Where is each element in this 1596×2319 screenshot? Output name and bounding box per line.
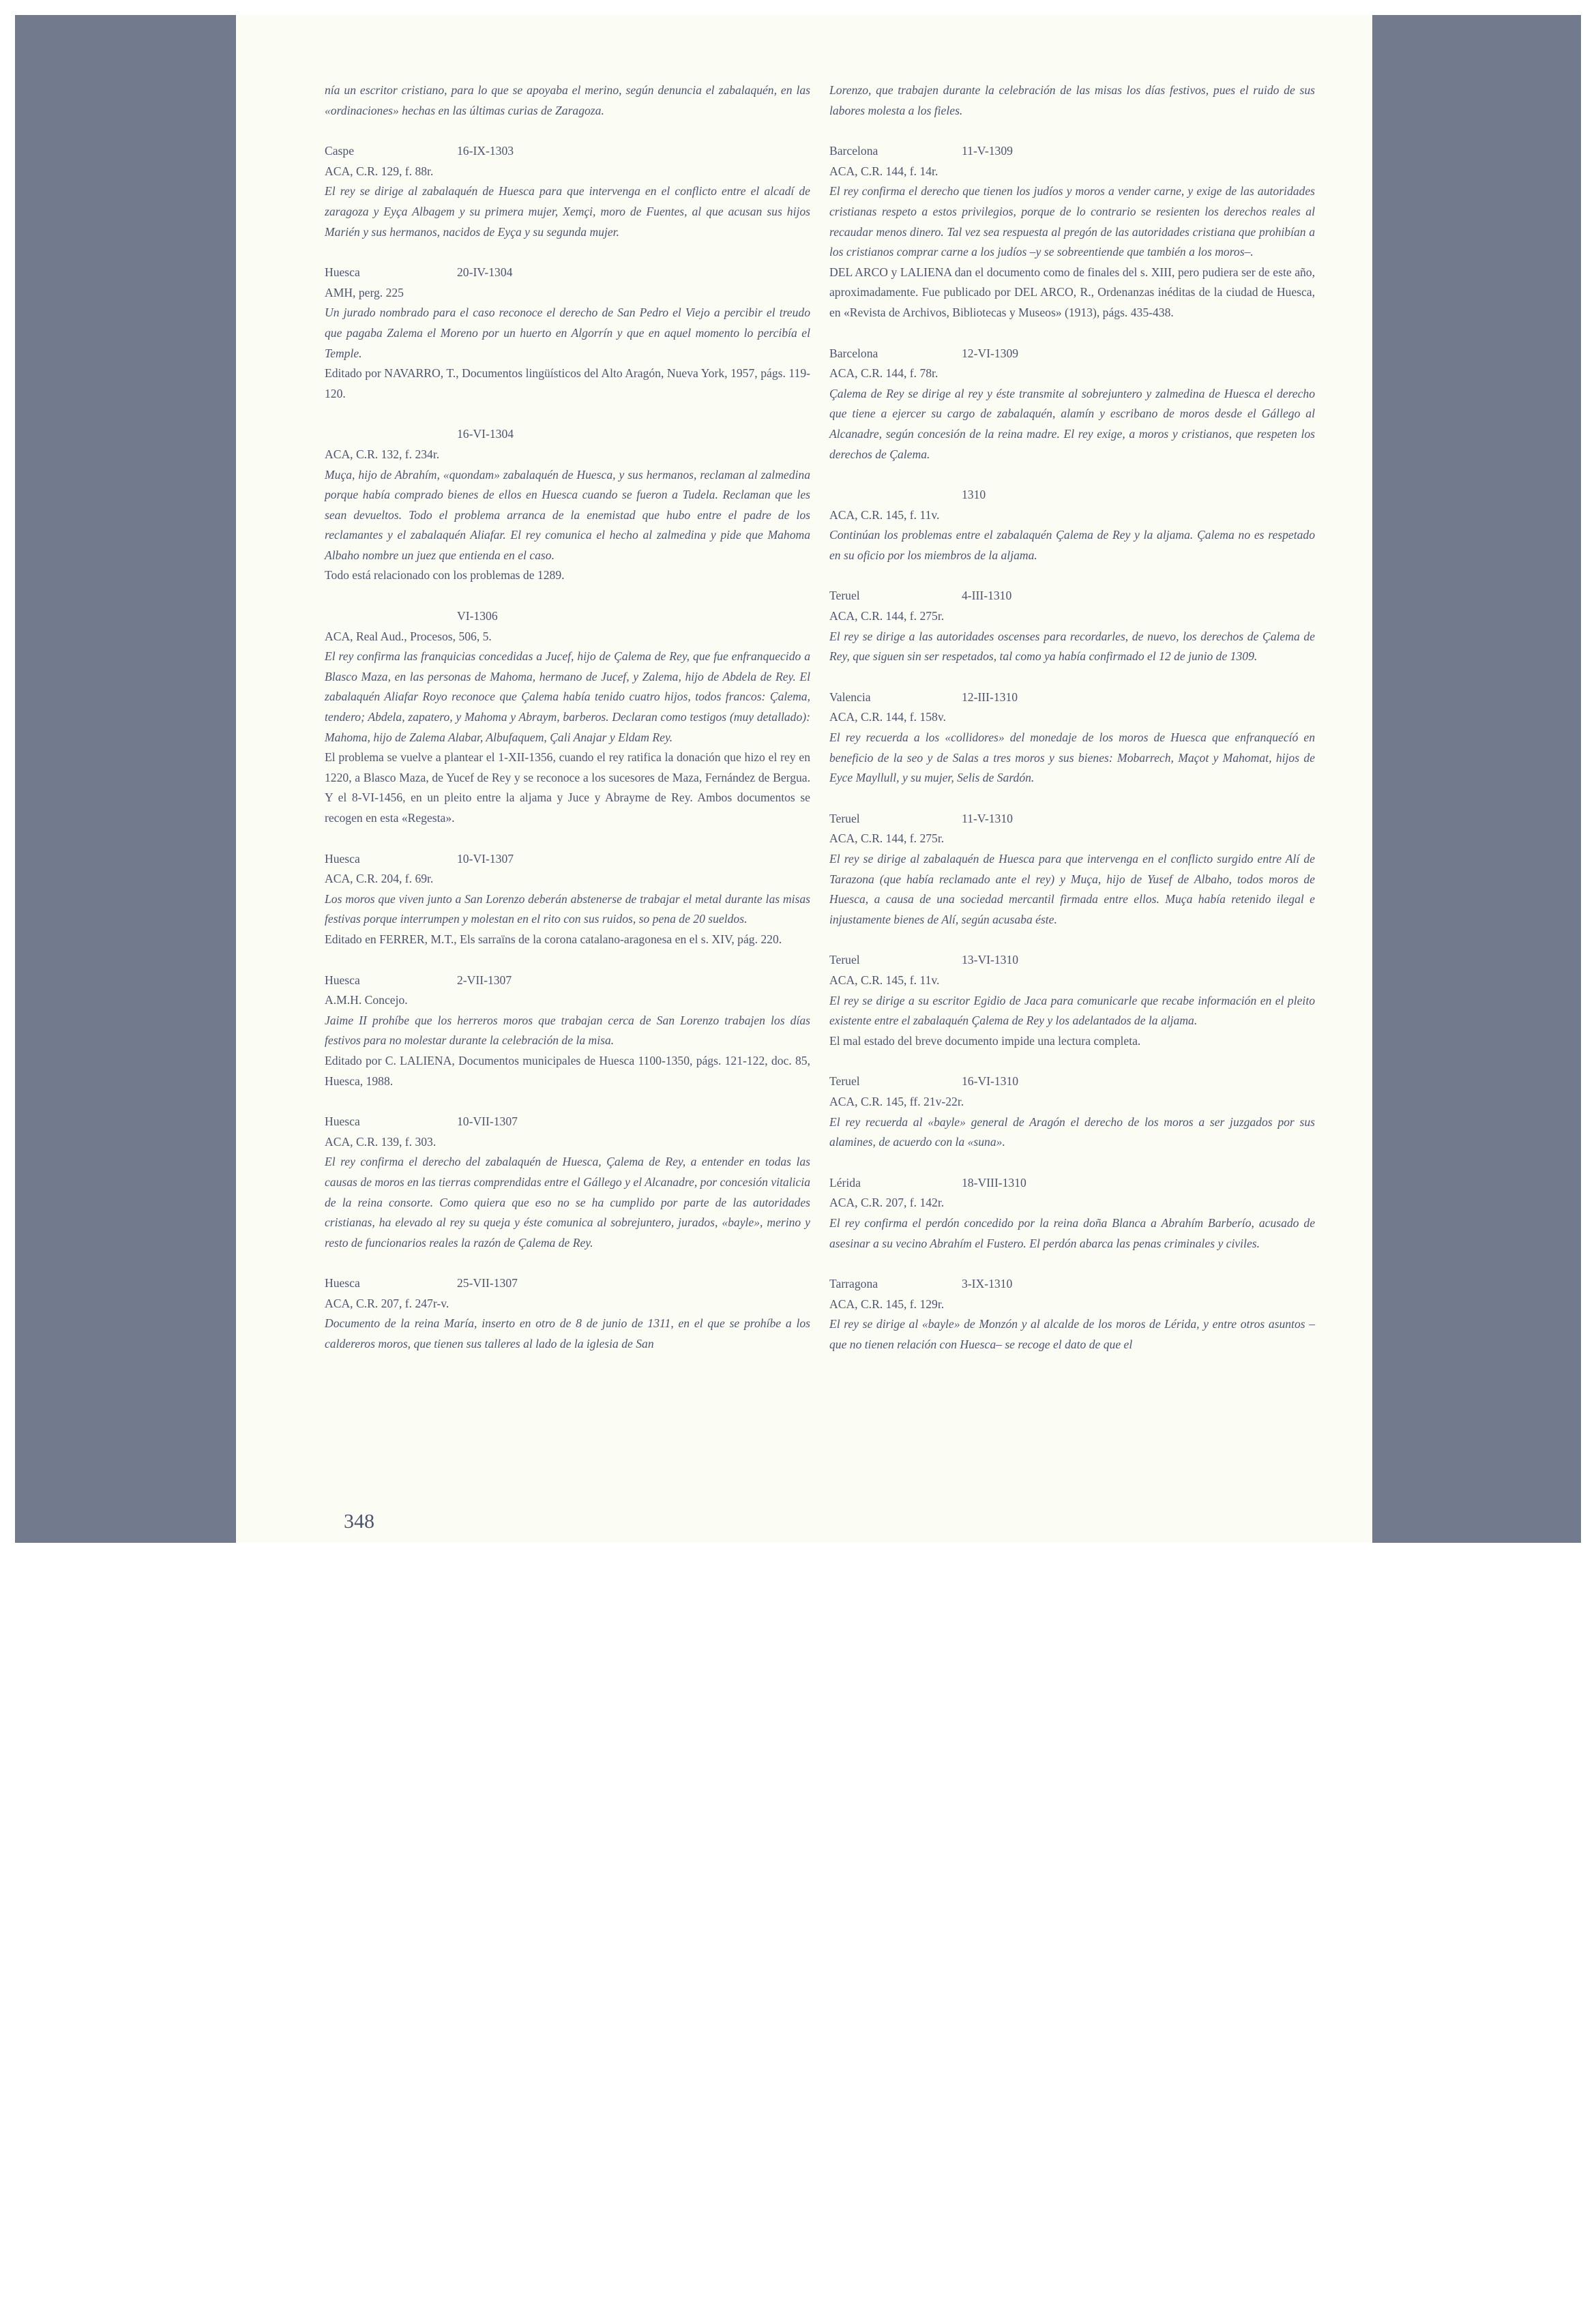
entry-place: Barcelona [829,346,878,360]
entry-text: ACA, C.R. 144, f. 14r. [829,164,939,178]
entry-header [325,263,810,283]
entry-place: Huesca [325,265,360,280]
entry-place: Huesca [325,851,360,866]
document-entry [829,688,1315,788]
entry-header [325,606,810,627]
entry-header [829,688,1315,708]
entry-header [829,809,1315,829]
document-entry [829,950,1315,1051]
entry-summary: El rey recuerda al «bayle» general de Aragón el derecho de los moros a ser juzgados por sus alamines, de acuerdo con la «suna». [829,1114,1315,1149]
document-entry [325,1112,810,1253]
document-entry [325,971,810,1092]
entry-text: ACA, C.R. 207, f. 142r. [829,1196,945,1210]
document-entry [829,485,1315,565]
entry-text: ACA, C.R. 204, f. 69r. [325,872,434,886]
entry-text: ACA, C.R. 145, f. 129r. [829,1297,945,1311]
entry-text: ACA, C.R. 145, ff. 21v-22r. [829,1094,964,1108]
entry-summary: El rey se dirige a su escritor Egidio de Jaca para comunicarle que recabe información en el pleito existente entre el zabalaquén Çalema de Rey y los adelantados de la aljama. [829,993,1315,1028]
entry-date: VI-1306 [457,609,498,623]
entry-date: 3-IX-1310 [962,1277,1013,1291]
entry-date: 1310 [962,488,986,502]
entry-header [325,849,810,870]
entry-summary: El rey se dirige a las autoridades oscenses para recordarles, de nuevo, los derechos de Çalema de Rey, que siguen sin ser respetados, tal como ya había confirmado el 12 de junio de 1309. [829,629,1315,664]
entry-date: 11-V-1310 [962,811,1013,825]
entry-summary: Muça, hijo de Abrahím, «quondam» zabalaquén de Huesca, y sus hermanos, reclaman al zalmedina porque había comprado bienes de ellos en Huesca cuando se fueron a Tudela. Reclaman que les sean devueltos. Todo el problema arranca de la enemistad que hubo entre el padre de los reclamantes y el zabalaquén Aliafar. El rey comunica el hecho al zalmedina y pide que Mahoma Albaho nombre un juez que entienda en el caso. [325,467,810,562]
entry-text: A.M.H. Concejo. [325,993,408,1007]
entry-header [829,1173,1315,1194]
document-entry [829,344,1315,465]
entry-summary: nía un escritor cristiano, para lo que se apoyaba el merino, según denuncia el zabalaquén, en las «ordinaciones» hechas en las últimas curias de Zaragoza. [325,83,810,117]
entry-text: Editado por C. LALIENA, Documentos municipales de Huesca 1100-1350, págs. 121-122, doc. 85, Huesca, 1988. [325,1053,810,1088]
entry-place: Lérida [829,1175,861,1190]
entry-date: 2-VII-1307 [457,973,512,987]
entry-text: ACA, C.R. 207, f. 247r-v. [325,1296,449,1310]
entry-summary: El rey confirma las franquicias concedidas a Jucef, hijo de Çalema de Rey, que fue enfranquecido a Blasco Maza, en las personas de Mahoma, hermano de Jucef, y Zalema, hijo de Abdela de Rey. El zabalaquén Aliafar Royo reconoce que Çalema había tenido cuatro hijos, todos francos: Çalema, tendero; Abdela, zapatero, y Mahoma y Abraym, barberos. Declaran como testigos (muy detallado): Mahoma, hijo de Zalema Alabar, Albufaquem, Çali Anajar y Eldam Rey. [325,649,810,744]
entry-place: Huesca [325,1114,360,1129]
entry-place: Caspe [325,144,354,158]
entry-summary: El rey confirma el perdón concedido por la reina doña Blanca a Abrahím Barberío, acusado de asesinar a su vecino Abrahím el Fustero. El perdón abarca las penas criminales y civiles. [829,1215,1315,1250]
entry-date: 10-VII-1307 [457,1114,518,1129]
entry-header [325,1112,810,1132]
entry-summary: El rey recuerda a los «collidores» del monedaje de los moros de Huesca que enfranquecíó en beneficio de la seo y de Salas a tres moros y sus bienes: Mobarrech, Maçot y Mahomat, hijos de Eyce Mayllull, y su mujer, Selis de Sardón. [829,730,1315,785]
document-entry [829,1274,1315,1355]
entry-summary: Documento de la reina María, inserto en otro de 8 de junio de 1311, en el que se prohíbe a los caldereros moros, que tienen sus talleres al lado de la iglesia de San [325,1316,810,1351]
entry-date: 11-V-1309 [962,144,1013,158]
entry-header [829,586,1315,606]
entry-place: Huesca [325,1276,360,1290]
entry-place: Barcelona [829,144,878,158]
entry-place: Tarragona [829,1277,878,1291]
entry-header [325,971,810,991]
entry-text: ACA, C.R. 129, f. 88r. [325,164,434,178]
entry-summary: El rey confirma el derecho del zabalaquén de Huesca, Çalema de Rey, a entender en todas las causas de moros en las tierras comprendidas entre el Gállego y el Alcanadre, por concesión vitalicia de la reina consorte. Como quiera que eso no se ha cumplido por parte de las autoridades cristianas, ha elevado al rey su queja y éste comunica al sobrejuntero, jurados, «bayle», merino y resto de funcionarios reales la razón de Çalema de Rey. [325,1155,810,1250]
entry-header [829,950,1315,971]
entry-text: ACA, Real Aud., Procesos, 506, 5. [325,629,492,643]
entry-summary: El rey confirma el derecho que tienen los judíos y moros a vender carne, y exige de las autoridades cristianas respeto a estos privilegios, porque de lo contrario se resienten los derechos reales al recaudar menos dinero. Tal vez sea respuesta al pregón de las autoridades cristiana que prohibían a los cristianos comprar carne a los judíos –y se sobreentiende que también a los moros–. [829,184,1315,259]
entry-text: ACA, C.R. 145, f. 11v. [829,507,940,522]
entry-summary: Los moros que viven junto a San Lorenzo deberán abstenerse de trabajar el metal durante las misas festivas porque interrumpen y molestan en el rito con sus ruidos, so pena de 20 sueldos. [325,891,810,926]
entry-text: AMH, perg. 225 [325,285,404,299]
document-entry [829,141,1315,323]
entry-text: ACA, C.R. 144, f. 275r. [829,831,945,846]
entry-date: 10-VI-1307 [457,851,514,866]
entry-header [829,1072,1315,1092]
entry-date: 16-VI-1304 [457,427,514,441]
document-entry [325,849,810,950]
document-entry [325,1273,810,1354]
entry-place: Teruel [829,953,860,967]
document-entry [829,1173,1315,1254]
entry-text: ACA, C.R. 144, f. 158v. [829,710,946,724]
entry-text: DEL ARCO y LALIENA dan el documento como de finales del s. XIII, pero pudiera ser de este año, aproximadamente. Fue publicado por DEL ARCO, R., Ordenanzas inéditas de la ciudad de Huesca, en «Revista de Archivos, Bibliotecas y Museos» (1913), págs. 435-438. [829,265,1315,319]
entry-text: Todo está relacionado con los problemas de 1289. [325,568,565,582]
entry-header [325,141,810,162]
entry-text: ACA, C.R. 144, f. 78r. [829,366,939,381]
entry-summary: El rey se dirige al «bayle» de Monzón y al alcalde de los moros de Lérida, y entre otros asuntos –que no tienen relación con Huesca– se recoge el dato de que el [829,1317,1315,1351]
entry-summary: El rey se dirige al zabalaquén de Huesca para que intervenga en el conflicto surgido entre Alí de Tarazona (que había reclamado ante el rey) y Muça, hijo de Yusef de Albaho, todos moros de Huesca, a causa de una sociedad mercantil firmada entre ellos. Muça había retenido ilegal e injustamente bienes de Alí, según acusaba éste. [829,852,1315,926]
entry-place: Teruel [829,811,860,825]
right-column [829,80,1315,1375]
entry-date: 12-VI-1309 [962,346,1019,360]
entry-place: Teruel [829,1074,860,1089]
left-column [325,80,810,1375]
entry-date: 16-VI-1310 [962,1074,1019,1089]
scan-background [15,15,1581,1543]
entry-date: 4-III-1310 [962,589,1012,603]
document-entry [829,809,1315,930]
entry-date: 18-VIII-1310 [962,1175,1026,1190]
document-entry [325,424,810,586]
entry-text: El mal estado del breve documento impide una lectura completa. [829,1033,1141,1048]
document-entry [829,586,1315,666]
entry-header [325,1273,810,1294]
document-entry [325,80,810,121]
entry-summary: Un jurado nombrado para el caso reconoce el derecho de San Pedro el Viejo a percibir el treudo que pagaba Zalema el Moreno por un huerto en Algorrín y que en aquel momento lo percibía el Temple. [325,306,810,360]
entry-header [829,485,1315,505]
document-entry [325,606,810,829]
entry-header [829,344,1315,364]
entry-text: Editado por NAVARRO, T., Documentos lingüísticos del Alto Aragón, Nueva York, 1957, págs. 119-120. [325,366,810,400]
entry-date: 25-VII-1307 [457,1276,518,1290]
page-number: 348 [344,1510,374,1533]
entry-summary: Lorenzo, que trabajen durante la celebración de las misas los días festivos, pues el ruido de sus labores molesta a los fieles. [829,83,1315,117]
entry-summary: El rey se dirige al zabalaquén de Huesca para que intervenga en el conflicto entre el alcadí de zaragoza y Eyça Albagem y su primera mujer, Xemçi, moro de Fuentes, al que acusan sus hijos Marién y sus hermanos, nacidos de Eyça y su segunda mujer. [325,184,810,239]
entry-date: 16-IX-1303 [457,144,514,158]
entry-place: Huesca [325,973,360,987]
entry-header [325,424,810,445]
entry-text: ACA, C.R. 139, f. 303. [325,1134,437,1149]
entry-place: Valencia [829,690,871,704]
document-entry [325,141,810,242]
document-entry [829,1072,1315,1152]
entry-text: ACA, C.R. 132, f. 234r. [325,447,440,461]
book-page [236,15,1372,1543]
entry-text: ACA, C.R. 145, f. 11v. [829,973,940,987]
entry-header [829,141,1315,162]
document-entry [829,80,1315,121]
entry-date: 12-III-1310 [962,690,1018,704]
entry-text: Editado en FERRER, M.T., Els sarraïns de la corona catalano-aragonesa en el s. XIV, pág. 220. [325,932,782,946]
entry-date: 13-VI-1310 [962,953,1019,967]
entry-summary: Çalema de Rey se dirige al rey y éste transmite al sobrejuntero y zalmedina de Huesca el derecho que tiene a ejercer su cargo de zabalaquén, alamín y escribano de moros desde el Gállego al Alcanadre, según concesión de la reina madre. El rey exige, a moros y cristianos, que respeten los derechos de Çalema. [829,386,1315,461]
entry-summary: Continúan los problemas entre el zabalaquén Çalema de Rey y la aljama. Çalema no es respetado en su oficio por los miembros de la aljama. [829,528,1315,562]
entry-summary: Jaime II prohíbe que los herreros moros que trabajan cerca de San Lorenzo trabajen los días festivos para no molestar durante la celebración de la misa. [325,1013,810,1048]
entry-header [829,1274,1315,1295]
entry-date: 20-IV-1304 [457,265,513,280]
document-entry [325,263,810,404]
entry-text: ACA, C.R. 144, f. 275r. [829,609,945,623]
entry-place: Teruel [829,589,860,603]
entry-text: El problema se vuelve a plantear el 1-XII-1356, cuando el rey ratifica la donación que hizo el rey en 1220, a Blasco Maza, de Yucef de Rey y se reconoce a los sucesores de Maza, Fernández de Bergua. Y el 8-VI-1456, en un pleito entre la aljama y Juce y Abrayme de Rey. Ambos documentos se recogen en esta «Regesta». [325,750,810,825]
